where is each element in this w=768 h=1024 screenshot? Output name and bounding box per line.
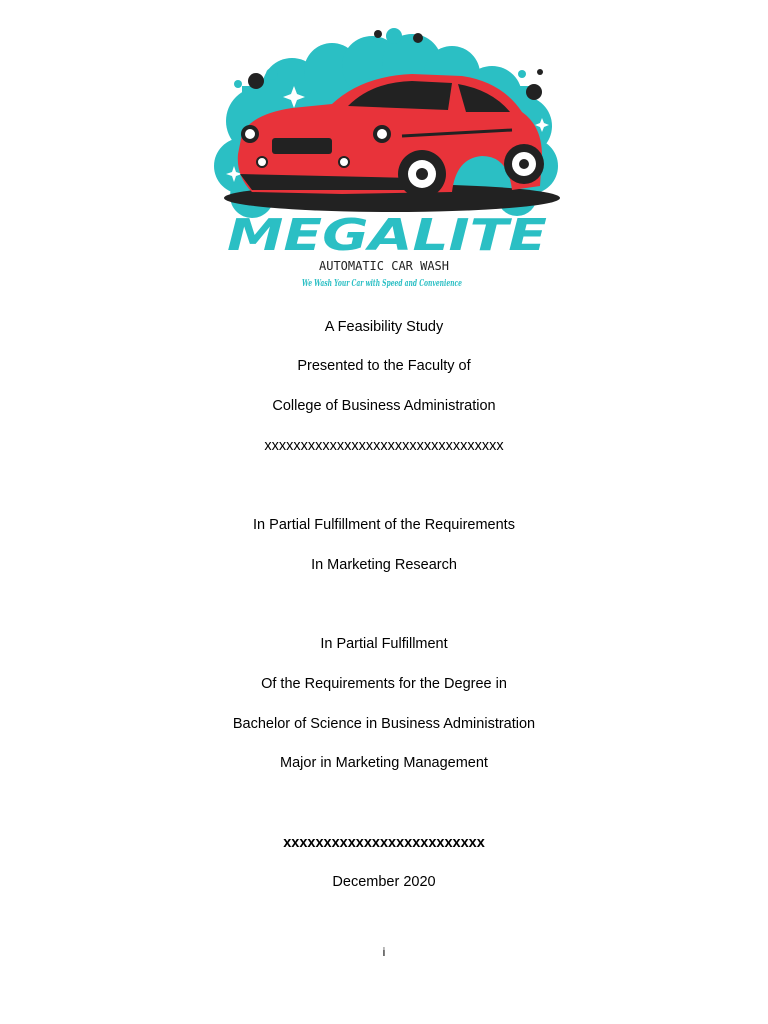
degree-requirements: Of the Requirements for the Degree in [261,676,507,692]
college-name: College of Business Administration [272,398,496,414]
page-number: i [382,945,386,959]
presented-to: Presented to the Faculty of [297,358,471,374]
institution-name: xxxxxxxxxxxxxxxxxxxxxxxxxxxxxxxxx [264,438,504,454]
brand-tagline: We Wash Your Car with Speed and Convenience [302,279,463,289]
author-name: xxxxxxxxxxxxxxxxxxxxxxxxx [283,835,485,851]
brand-wordmark: MEGALITE [227,210,547,261]
course-name: In Marketing Research [311,557,457,573]
major-name: Major in Marketing Management [280,755,488,771]
submission-date: December 2020 [332,874,436,890]
brand-subtitle: AUTOMATIC CAR WASH [319,259,449,273]
partial-fulfillment-line: In Partial Fulfillment of the Requirements [253,517,515,533]
degree-name: Bachelor of Science in Business Administration [232,716,536,732]
partial-fulfillment-degree: In Partial Fulfillment [320,636,448,652]
study-type: A Feasibility Study [324,319,444,335]
megalite-logo [212,26,562,292]
